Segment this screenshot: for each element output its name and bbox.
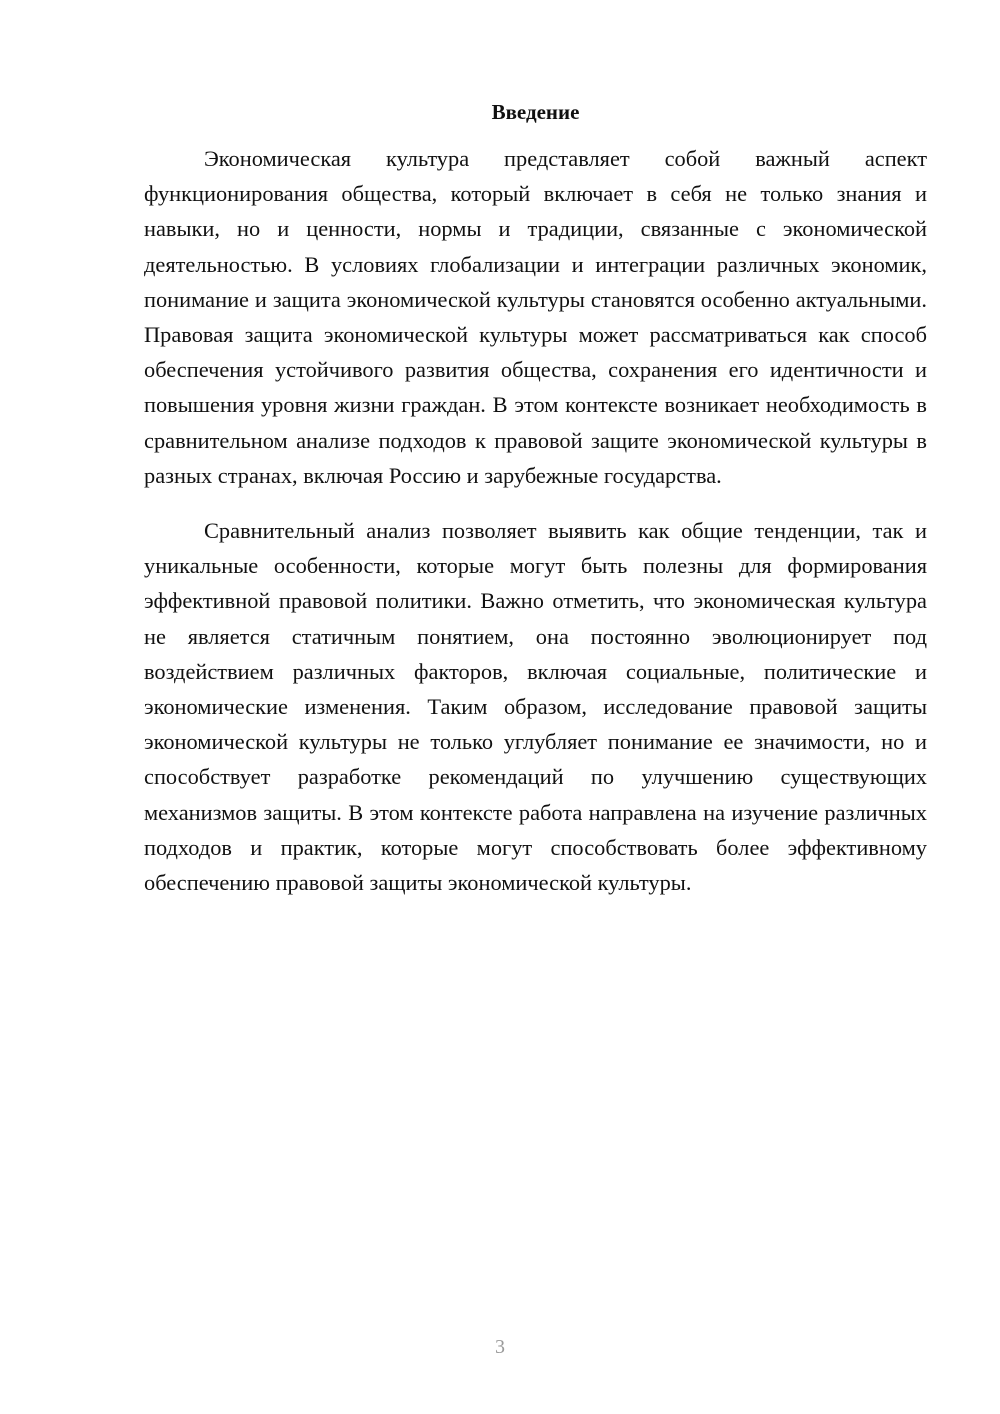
page-number: 3 (495, 1336, 505, 1358)
body-text (144, 141, 927, 900)
paragraph-2: Сравнительный анализ позволяет выявить как общие тенденции, так и уникальные особенности, которые могут быть полезны для формирования эффективной правовой политики. Важно отметить, что экономическая культура не является статичным понятием, она постоянно эволюционирует под воздействием различных факторов, включая социальные, политические и экономические изменения. Таким образом, исследование правовой защиты экономической культуры не только углубляет понимание ее значимости, но и способствует разработке рекомендаций по улучшению существующих механизмов защиты. В этом контексте работа направлена на изучение различных подходов и практик, которые могут способствовать более эффективному обеспечению правовой защиты экономической культуры. (144, 518, 927, 896)
section-heading: Введение (491, 100, 580, 124)
paragraph-1: Экономическая культура представляет собой важный аспект функционирования общества, который включает в себя не только знания и навыки, но и ценности, нормы и традиции, связанные с экономической деятельностью. В условиях глобализации и интеграции различных экономик, понимание и защита экономической культуры становятся особенно актуальными. Правовая защита экономической культуры может рассматриваться как способ обеспечения устойчивого развития общества, сохранения его идентичности и повышения уровня жизни граждан. В этом контексте возникает необходимость в сравнительном анализе подходов к правовой защите экономической культуры в разных странах, включая Россию и зарубежные государства. (144, 146, 927, 488)
